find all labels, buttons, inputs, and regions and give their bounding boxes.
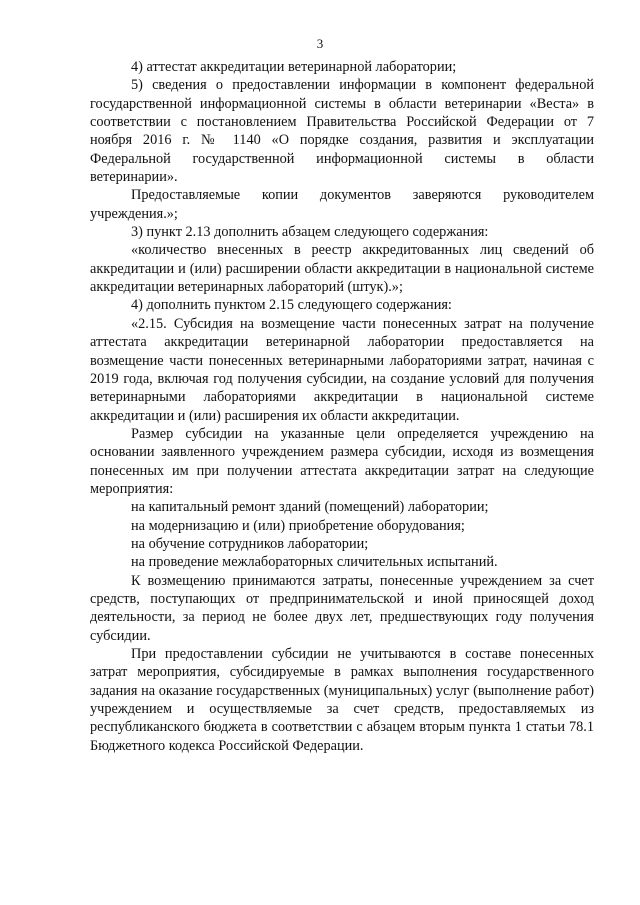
paragraph-reimbursable-costs: К возмещению принимаются затраты, понесенные учреждением за счет средств, поступающих от предпринимательской и иной приносящей доход деятельности, за период не более двух лет, предшествующих году получения субсидии. bbox=[90, 572, 594, 644]
list-item: на обучение сотрудников лаборатории; bbox=[131, 535, 369, 552]
paragraph-item-4: 4) аттестат аккредитации ветеринарной лаборатории; bbox=[131, 59, 457, 75]
page-number: 3 bbox=[316, 36, 324, 51]
paragraph-item-5: 5) сведения о предоставлении информации в компонент федеральной государственной информационной системы в области ветеринарии «Веста» в соответствии с постановлением Правительства Российской Федерации от 7 ноября 2016 г. № 1140 «О порядке создания, развития и эксплуатации Федеральной государственной информационной системы в области ветеринарии». bbox=[90, 77, 594, 186]
paragraph-clause-3: 3) пункт 2.13 дополнить абзацем следующего содержания: bbox=[131, 224, 489, 241]
list-item: на капитальный ремонт зданий (помещений) лаборатории; bbox=[131, 499, 489, 516]
document-body bbox=[90, 58, 594, 755]
list-item: на модернизацию и (или) приобретение оборудования; bbox=[131, 517, 465, 534]
paragraph-copies-certified: Предоставляемые копии документов заверяются руководителем учреждения.»; bbox=[90, 187, 594, 222]
paragraph-clause-4: 4) дополнить пунктом 2.15 следующего содержания: bbox=[131, 297, 452, 314]
list-item: на проведение межлабораторных сличительных испытаний. bbox=[131, 554, 498, 571]
paragraph-excluded-costs: При предоставлении субсидии не учитываются в составе понесенных затрат мероприятия, субсидируемые в рамках выполнения государственного задания на оказание государственных (муниципальных) услуг (выполнение работ) учреждением и осуществляемые за счет средств, предоставляемых из республиканского бюджета в соответствии с абзацем вторым пункта 1 статьи 78.1 Бюджетного кодекса Российской Федерации. bbox=[90, 646, 594, 754]
paragraph-registry-count: «количество внесенных в реестр аккредитованных лиц сведений об аккредитации и (или) расширении области аккредитации в национальной системе аккредитации ветеринарных лабораторий (штук).»; bbox=[90, 242, 594, 296]
paragraph-section-2-15: «2.15. Субсидия на возмещение части понесенных затрат на получение аттестата аккредитации ветеринарной лаборатории предоставляется на возмещение части понесенных ветеринарными лабораториями затрат, начиная с 2019 года, включая год получения субсидии, на создание условий для получения ветеринарными лабораториями аккредитации в национальной системе аккредитации и (или) расширения их области аккредитации. bbox=[90, 315, 594, 424]
paragraph-subsidy-size: Размер субсидии на указанные цели определяется учреждению на основании заявленного учреждением размера субсидии, исходя из возмещения понесенных им при получении аттестата аккредитации затрат на следующие мероприятия: bbox=[90, 425, 594, 497]
